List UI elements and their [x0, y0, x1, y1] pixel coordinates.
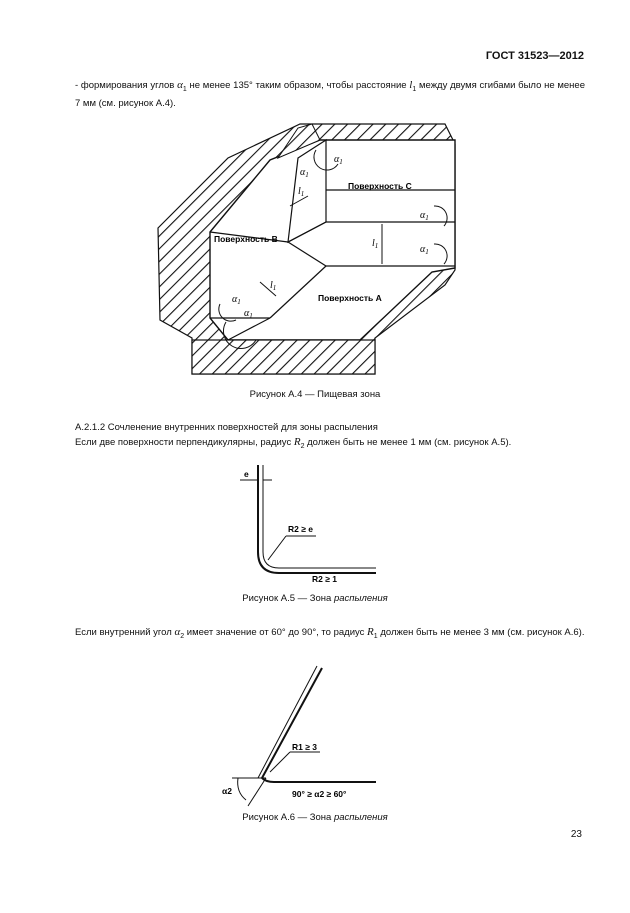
label-r1-ge-3: R1 ≥ 3	[292, 742, 317, 752]
alpha1-label: $\alpha_1$	[420, 244, 429, 256]
label-alpha2: α2	[222, 786, 232, 796]
paragraph-inner-angle: Если внутренний угол $\alpha_2$ имеет значение от 60° до 90°, то радиус $R_1$ должен быть не менее 3 мм (см. рисунок А.6).	[75, 626, 585, 640]
section-a212	[75, 421, 585, 454]
label-surface-b: Поверхность B	[214, 234, 278, 244]
l1-label: $l_1$	[372, 238, 379, 250]
section-text: Если две поверхности перпендикулярны, радиус $R_2$ должен быть не менее 1 мм (см. рисунок А.5).	[75, 436, 512, 450]
l1-label: $l_1$	[270, 280, 277, 292]
label-surface-c: Поверхность С	[348, 181, 412, 191]
label-r2-ge-1: R2 ≥ 1	[312, 574, 337, 584]
label-r2-ge-e: R2 ≥ e	[288, 524, 313, 534]
alpha1-label: $\alpha_1$	[334, 154, 343, 166]
label-e: e	[244, 469, 249, 479]
profile-inner	[263, 465, 376, 568]
figure-a4-food-zone	[150, 118, 460, 380]
alpha1-label: $\alpha_1$	[244, 308, 253, 320]
standard-code: ГОСТ 31523—2012	[485, 50, 584, 62]
label-surface-a: Поверхность А	[318, 293, 382, 303]
paragraph-angle-formation: - формирования углов $\alpha_1$ не менее 135° таким образом, чтобы расстояние $l_1$ между двумя сгибами было не менее 7 мм (см. рисунок А.4).	[75, 79, 585, 109]
figure-a6-angle	[215, 660, 385, 810]
figure-a5-caption: Рисунок А.5 — Зона распыления	[242, 593, 388, 604]
l1-label: $l_1$	[298, 186, 305, 198]
profile-outer	[258, 465, 376, 573]
alpha1-label: $\alpha_1$	[300, 167, 309, 179]
figure-a4-caption: Рисунок А.4 — Пищевая зона	[249, 389, 381, 400]
figure-a5-radius	[235, 460, 385, 586]
figure-a6-caption: Рисунок А.6 — Зона распыления	[242, 812, 388, 823]
label-angle-range: 90° ≥ α2 ≥ 60°	[292, 789, 347, 799]
section-heading: А.2.1.2 Сочленение внутренних поверхностей для зоны распыления	[75, 422, 378, 433]
alpha1-label: $\alpha_1$	[232, 294, 241, 306]
page-number: 23	[570, 829, 582, 840]
alpha1-label: $\alpha_1$	[420, 210, 429, 222]
